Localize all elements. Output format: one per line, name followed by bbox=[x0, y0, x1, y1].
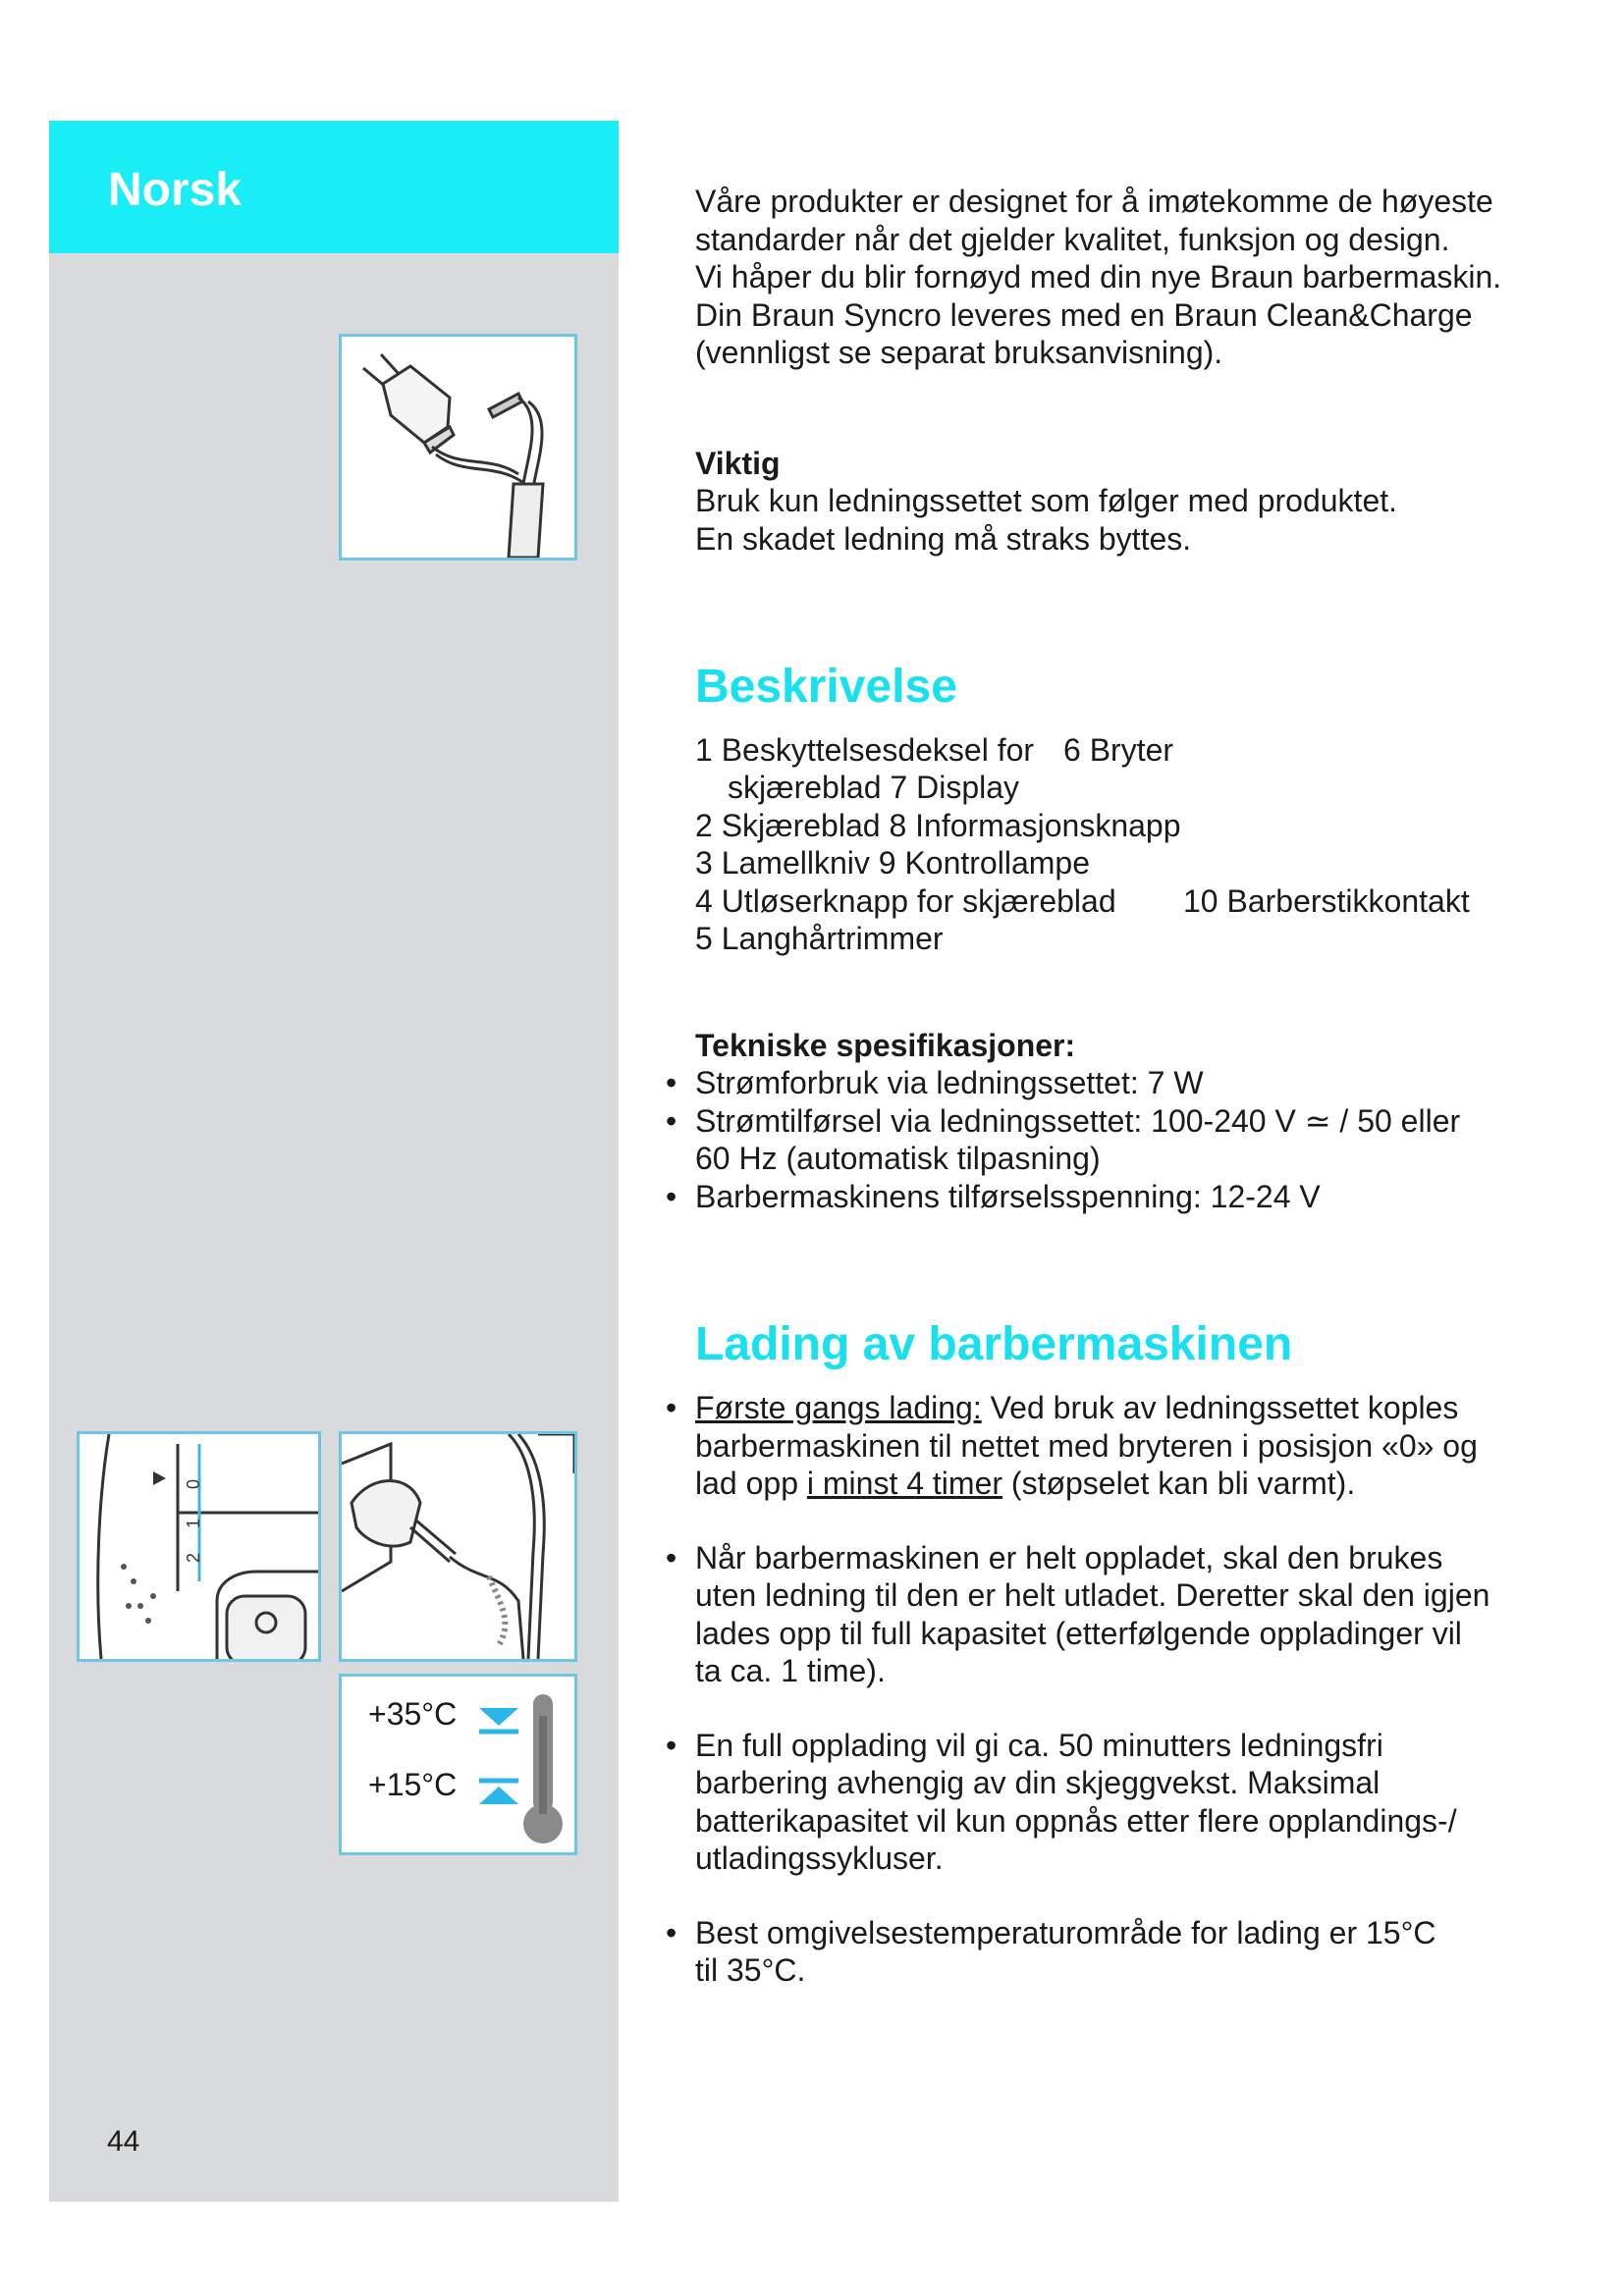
charging-item-usage bbox=[695, 1539, 1569, 1690]
charging-item-first-charge bbox=[695, 1389, 1569, 1503]
specs-list bbox=[695, 1064, 1569, 1215]
first-charge-label: Første gangs lading: bbox=[695, 1390, 982, 1426]
description-row bbox=[695, 807, 1569, 845]
shaver-switch-icon bbox=[80, 1434, 318, 1659]
description-item: 10 Barberstikkontakt bbox=[1183, 882, 1470, 919]
description-item: 3 Lamellkniv 9 Kontrollampe bbox=[695, 845, 1090, 881]
language-title: Norsk bbox=[108, 164, 243, 216]
description-item: 6 Bryter bbox=[1063, 731, 1174, 768]
switch-label-2: 2 bbox=[184, 1552, 203, 1563]
intro-line: Vi håper du blir fornøyd med din nye Braun barbermaskin. bbox=[695, 259, 1502, 294]
important-line: En skadet ledning må straks byttes. bbox=[695, 520, 1192, 557]
spec-item: • Strømtilførsel via ledningssettet: 100-240 V ≃ / 50 eller bbox=[695, 1102, 1569, 1141]
min-time-label: i minst 4 timer bbox=[806, 1466, 1003, 1502]
important-heading: Viktig bbox=[695, 445, 781, 481]
switch-label-1: 1 bbox=[184, 1518, 203, 1528]
charging-text: barbermaskinen til nettet med bryteren i posisjon «0» og bbox=[695, 1427, 1478, 1464]
intro-line: (vennligst se separat bruksanvisning). bbox=[695, 335, 1223, 370]
description-list bbox=[695, 731, 1569, 958]
socket-plug-icon bbox=[342, 1434, 574, 1659]
intro-line: Din Braun Syncro leveres med en Braun Clean&Charge bbox=[695, 296, 1473, 333]
switch-position-illustration bbox=[77, 1431, 321, 1662]
main-content bbox=[695, 183, 1569, 1990]
temp-low-label: +15°C bbox=[368, 1767, 458, 1802]
specs-heading: Tekniske spesifikasjoner: bbox=[695, 1027, 1076, 1063]
important-line: Bruk kun ledningssettet som følger med produktet. bbox=[695, 483, 1398, 518]
charging-text: batterikapasitet vil kun oppnås etter flere opplandings-/ bbox=[695, 1802, 1457, 1839]
description-item: 4 Utløserknapp for skjæreblad bbox=[695, 882, 1116, 919]
charging-text: utladingssykluser. bbox=[695, 1841, 944, 1877]
plug-socket-illustration bbox=[339, 1431, 577, 1662]
temp-high-label: +35°C bbox=[368, 1696, 458, 1732]
switch-label-0: 0 bbox=[184, 1478, 203, 1489]
charging-item-runtime bbox=[695, 1727, 1569, 1878]
charging-text: lad opp bbox=[695, 1466, 807, 1502]
charging-title: Lading av barbermaskinen bbox=[695, 1318, 1293, 1371]
temperature-range-illustration bbox=[339, 1674, 577, 1855]
charging-text: uten ledning til den er helt utladet. Deretter skal den igjen bbox=[695, 1577, 1490, 1614]
plug-cord-icon bbox=[342, 337, 574, 558]
spec-item: • Strømforbruk via ledningssettet: 7 W bbox=[695, 1064, 1569, 1102]
description-item: 2 Skjæreblad 8 Informasjonsknapp bbox=[695, 807, 1181, 843]
description-title: Beskrivelse bbox=[695, 661, 957, 713]
thermometer-icon bbox=[474, 1686, 572, 1853]
charging-text: Når barbermaskinen er helt oppladet, skal den brukes bbox=[695, 1539, 1443, 1575]
technical-specs bbox=[695, 1027, 1569, 1216]
language-header bbox=[49, 121, 619, 253]
intro-line: standarder når det gjelder kvalitet, funksjon og design. bbox=[695, 221, 1450, 257]
charging-list bbox=[695, 1389, 1569, 1990]
description-row bbox=[695, 882, 1569, 921]
charging-item-temperature bbox=[695, 1914, 1569, 1990]
description-row bbox=[695, 920, 1569, 958]
description-row bbox=[695, 731, 1569, 770]
charging-text: lades opp til full kapasitet (etterfølgende oppladinger vil bbox=[695, 1615, 1462, 1651]
intro-paragraph bbox=[695, 183, 1569, 372]
description-row bbox=[695, 769, 1569, 807]
plug-cord-illustration bbox=[339, 334, 577, 561]
charging-text: ta ca. 1 time). bbox=[695, 1653, 886, 1689]
charging-text: En full opplading vil gi ca. 50 minutters ledningsfri bbox=[695, 1727, 1383, 1763]
intro-line: Våre produkter er designet for å imøtekomme de høyeste bbox=[695, 184, 1493, 219]
description-row bbox=[695, 844, 1569, 882]
description-item: 1 Beskyttelsesdeksel for bbox=[695, 731, 1035, 768]
charging-text: barbering avhengig av din skjeggvekst. Maksimal bbox=[695, 1765, 1380, 1801]
charging-text: til 35°C. bbox=[695, 1952, 806, 1989]
description-item: 5 Langhårtrimmer bbox=[695, 921, 944, 957]
charging-text: (støpselet kan bli varmt). bbox=[1002, 1466, 1356, 1502]
spec-item: • Barbermaskinens tilførselsspenning: 12-24 V bbox=[695, 1178, 1569, 1216]
charging-text: Ved bruk av ledningssettet koples bbox=[981, 1390, 1459, 1426]
charging-text: Best omgivelsestemperaturområde for lading er 15°C bbox=[695, 1914, 1436, 1950]
spec-continuation: 60 Hz (automatisk tilpasning) bbox=[695, 1141, 1101, 1177]
description-item: skjæreblad 7 Display bbox=[728, 770, 1020, 806]
important-note bbox=[695, 445, 1569, 559]
page-number: 44 bbox=[107, 2125, 140, 2158]
